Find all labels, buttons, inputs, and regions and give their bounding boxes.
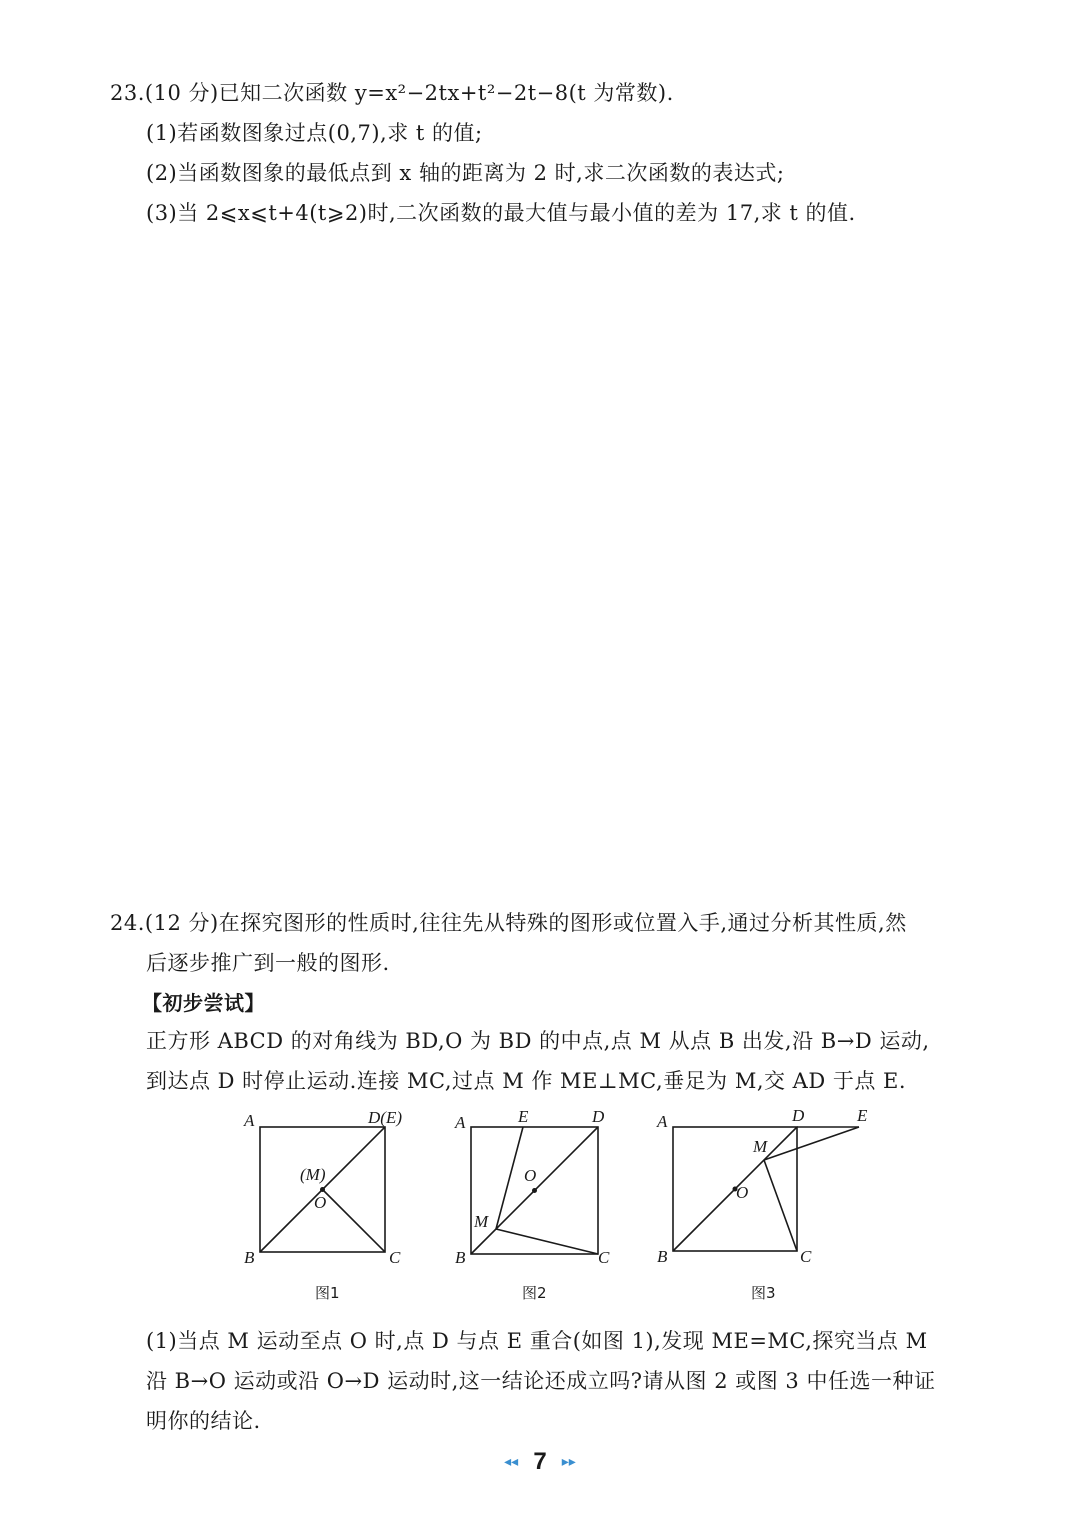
fig3-label-a: A: [657, 1112, 668, 1131]
prev-page-icon[interactable]: ◂◂: [504, 1454, 519, 1470]
fig1-segment-mc: [323, 1190, 386, 1253]
fig1-label-c: C: [389, 1248, 401, 1267]
figure-2: [452, 1104, 620, 1269]
fig3-segment-me: [764, 1127, 859, 1160]
fig3-label-d: D: [792, 1106, 805, 1125]
fig3-label-m: M: [753, 1137, 768, 1156]
figure-3: [654, 1104, 876, 1269]
fig1-label-b: B: [244, 1248, 255, 1267]
fig3-segment-mc: [764, 1160, 797, 1251]
q23-header: 23.(10 分)已知二次函数 y=x²−2tx+t²−2t−8(t 为常数).: [110, 81, 674, 105]
q24-part1-line1: (1)当点 M 运动至点 O 时,点 D 与点 E 重合(如图 1),发现 ME=MC,探究当点 M: [146, 1329, 928, 1353]
fig2-segment-me: [496, 1127, 523, 1229]
q24-desc-line2: 到达点 D 时停止运动.连接 MC,过点 M 作 ME⊥MC,垂足为 M,交 AD 于点 E.: [146, 1069, 907, 1093]
fig3-caption: 图3: [751, 1284, 776, 1302]
fig1-caption: 图1: [315, 1284, 340, 1302]
page-footer: [0, 1448, 1080, 1476]
fig1-label-m: (M): [300, 1165, 326, 1184]
page-number: 7: [533, 1448, 547, 1475]
q24-part1-line3: 明你的结论.: [146, 1409, 261, 1433]
fig3-label-c: C: [800, 1247, 812, 1266]
fig2-label-d: D: [592, 1107, 605, 1126]
figure-1: [240, 1104, 410, 1269]
fig1-label-de: D(E): [368, 1108, 402, 1127]
fig2-label-o: O: [524, 1166, 537, 1185]
q24-part1-line2: 沿 B→O 运动或沿 O→D 运动时,这一结论还成立吗?请从图 2 或图 3 中任选一种证: [146, 1369, 936, 1393]
fig3-label-o: O: [736, 1183, 749, 1202]
q23-part2: (2)当函数图象的最低点到 x 轴的距离为 2 时,求二次函数的表达式;: [146, 161, 785, 185]
q23-part1: (1)若函数图象过点(0,7),求 t 的值;: [146, 121, 483, 145]
next-page-icon[interactable]: ▸▸: [561, 1454, 576, 1470]
fig3-label-e: E: [857, 1106, 868, 1125]
q24-desc-line1: 正方形 ABCD 的对角线为 BD,O 为 BD 的中点,点 M 从点 B 出发,沿 B→D 运动,: [146, 1029, 930, 1053]
q24-header-line1: 24.(12 分)在探究图形的性质时,往往先从特殊的图形或位置入手,通过分析其性质,然: [110, 911, 907, 935]
fig1-label-a: A: [244, 1111, 255, 1130]
q23-part3: (3)当 2⩽x⩽t+4(t⩾2)时,二次函数的最大值与最小值的差为 17,求 t 的值.: [146, 201, 856, 225]
fig2-label-e: E: [518, 1107, 529, 1126]
fig2-label-m: M: [474, 1212, 489, 1231]
fig2-label-b: B: [455, 1248, 466, 1267]
q24-section-title: 【初步尝试】: [142, 991, 265, 1015]
fig2-segment-mc: [496, 1229, 598, 1254]
q24-header-line2: 后逐步推广到一般的图形.: [146, 951, 390, 975]
fig2-label-a: A: [455, 1113, 466, 1132]
fig1-point-o: [320, 1187, 325, 1192]
fig2-label-c: C: [598, 1248, 610, 1267]
fig3-label-b: B: [657, 1247, 668, 1266]
fig1-label-o: O: [314, 1193, 327, 1212]
fig2-caption: 图2: [522, 1284, 547, 1302]
fig2-point-o: [532, 1188, 537, 1193]
